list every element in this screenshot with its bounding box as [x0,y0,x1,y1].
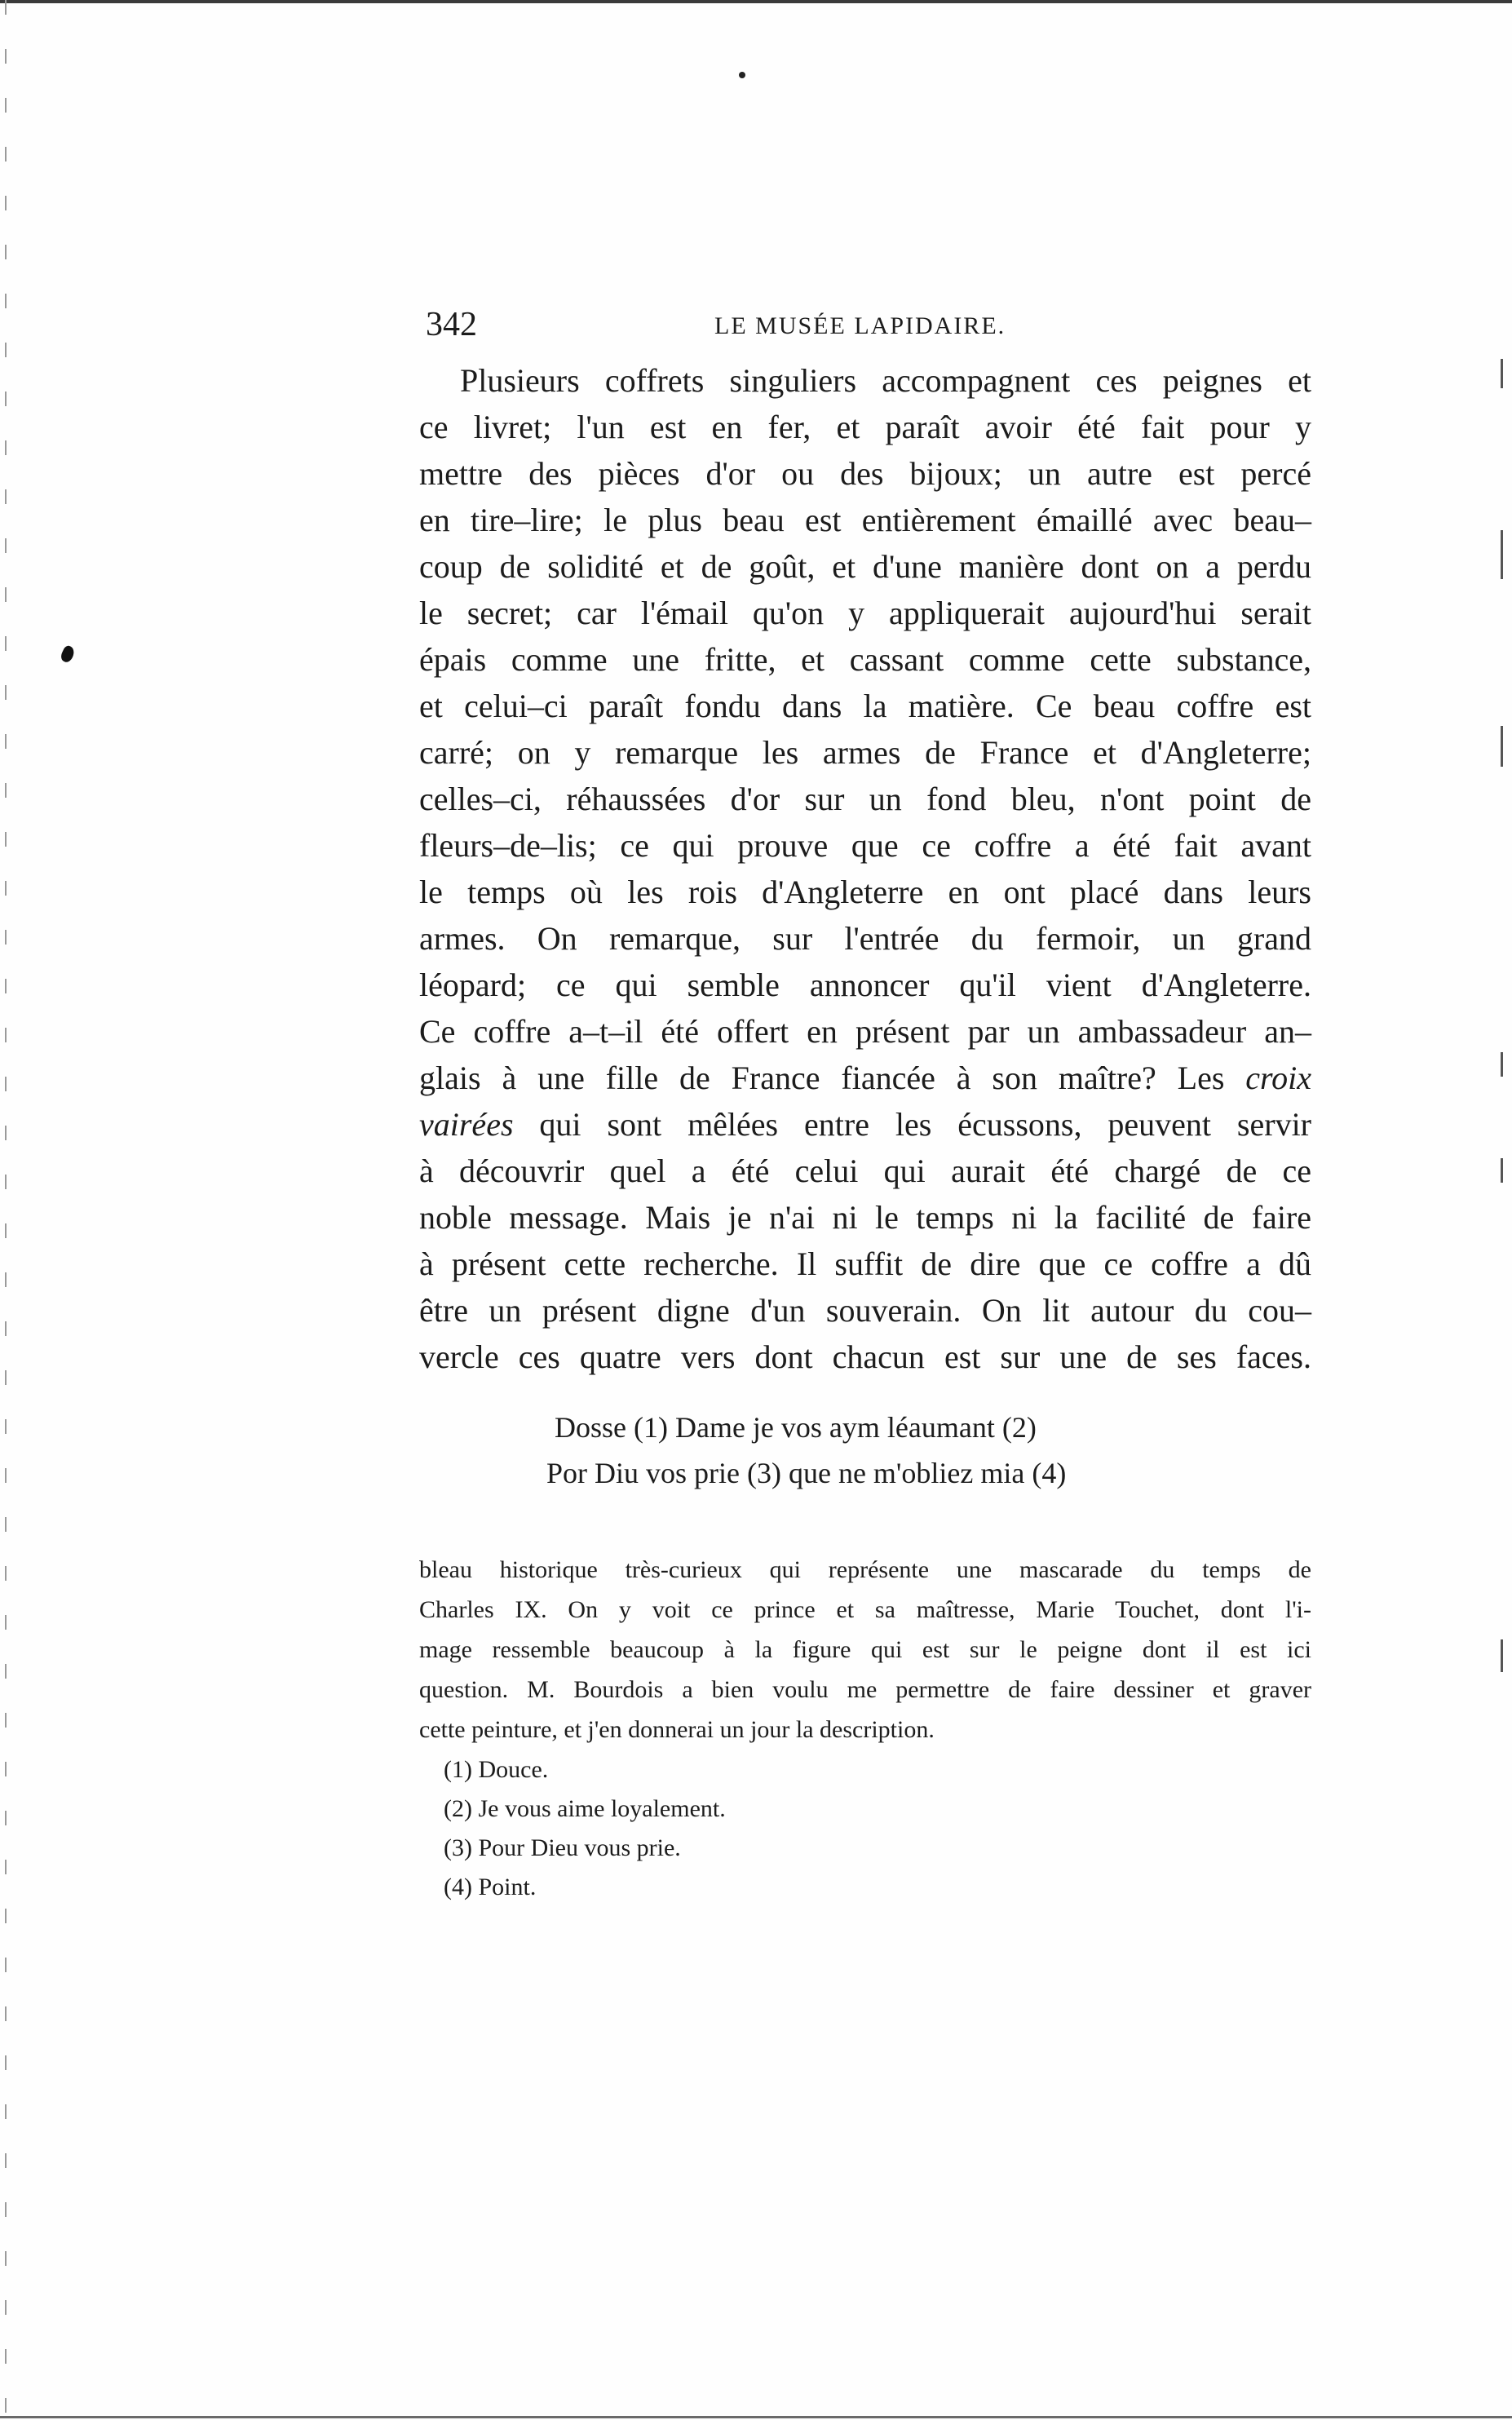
footnote-line: Charles IX. On y voit ce prince et sa maîtresse, Marie Touchet, dont l'i- [419,1596,1311,1623]
italic-term: vairées [419,1106,514,1143]
scan-bottom-edge [0,2416,1512,2418]
text-segment: qui sont mêlées entre les écussons, peuvent servir [513,1106,1311,1143]
scan-right-mark [1501,1052,1503,1077]
footnote-3: (3) Pour Dieu vous prie. [444,1834,681,1861]
text-line: armes. On remarque, sur l'entrée du fermoir, un grand [419,920,1311,957]
text-line: carré; on y remarque les armes de France et d'Angleterre; [419,734,1311,771]
footnote-2: (2) Je vous aime loyalement. [444,1795,726,1822]
text-line: et celui–ci paraît fondu dans la matière. Ce beau coffre est [419,688,1311,724]
footnote-line: question. M. Bourdois a bien voulu me permettre de faire dessiner et graver [419,1676,1311,1703]
page-number: 342 [426,306,477,343]
scan-dot [739,72,745,78]
running-head [426,300,1323,349]
scan-right-mark [1501,726,1503,767]
running-title: LE MUSÉE LAPIDAIRE. [714,312,1006,339]
text-line: à présent cette recherche. Il suffit de dire que ce coffre a dû [419,1245,1311,1282]
text-line: à découvrir quel a été celui qui aurait été chargé de ce [419,1152,1311,1189]
verse-quotation [546,1405,1166,1496]
scan-right-mark [1501,1639,1503,1672]
text-line: être un présent digne d'un souverain. On lit autour du cou– [419,1292,1311,1329]
scan-left-edge [5,0,7,2420]
text-line: léopard; ce qui semble annoncer qu'il vient d'Angleterre. [419,967,1311,1003]
verse-line: Dosse (1) Dame je vos aym léaumant (2) [555,1411,1037,1444]
footnote-line: bleau historique très-curieux qui représente une mascarade du temps de [419,1556,1311,1583]
text-line: celles–ci, réhaussées d'or sur un fond bleu, n'ont point de [419,781,1311,817]
scan-right-mark [1501,359,1503,388]
footnotes [419,1550,1311,1906]
footnote-1: (1) Douce. [444,1756,549,1783]
text-line [419,1101,1311,1148]
text-line [419,1055,1311,1101]
text-line: en tire–lire; le plus beau est entièrement émaillé avec beau– [419,502,1311,538]
scan-top-edge [0,0,1512,3]
footnote-4: (4) Point. [444,1874,537,1900]
scan-right-mark [1501,1158,1503,1183]
footnote-line: mage ressemble beaucoup à la figure qui est sur le peigne dont il est ici [419,1636,1311,1663]
text-line: mettre des pièces d'or ou des bijoux; un autre est percé [419,455,1311,492]
text-line: le secret; car l'émail qu'on y appliquerait aujourd'hui serait [419,595,1311,631]
text-line: vercle ces quatre vers dont chacun est sur une de ses faces. [419,1338,1311,1375]
text-line: épais comme une fritte, et cassant comme cette substance, [419,641,1311,678]
text-line: ce livret; l'un est en fer, et paraît avoir été fait pour y [419,409,1311,445]
footnote-line: cette peinture, et j'en donnerai un jour la description. [419,1716,935,1743]
text-line: fleurs–de–lis; ce qui prouve que ce coffre a été fait avant [419,827,1311,864]
main-paragraph [419,357,1311,1380]
scan-right-mark [1501,530,1503,579]
text-line: le temps où les rois d'Angleterre en ont placé dans leurs [419,874,1311,910]
ink-blot [59,644,76,664]
verse-line: Por Diu vos prie (3) que ne m'obliez mia (4) [546,1457,1067,1489]
italic-term: croix [1245,1060,1311,1096]
text-line: coup de solidité et de goût, et d'une manière dont on a perdu [419,548,1311,585]
text-line: Ce coffre a–t–il été offert en présent par un ambassadeur an– [419,1013,1311,1050]
text-segment: glais à une fille de France fiancée à son maître? Les [419,1060,1246,1096]
text-line: Plusieurs coffrets singuliers accompagnent ces peignes et [460,362,1311,399]
text-line: noble message. Mais je n'ai ni le temps ni la facilité de faire [419,1199,1311,1236]
